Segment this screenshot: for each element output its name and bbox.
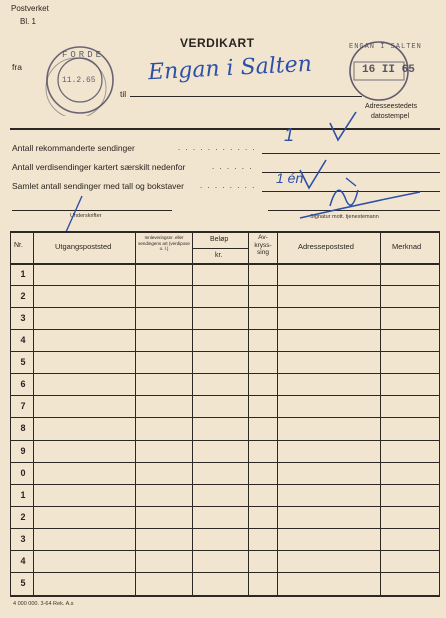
row-number: 4	[20, 555, 26, 566]
header-origin-office: Utgangspoststed	[55, 242, 112, 251]
recipient-stamp-label-2: datostempel	[371, 113, 410, 120]
to-label: til	[120, 89, 127, 99]
row-number: 3	[20, 533, 26, 544]
header-nr: Nr.	[14, 242, 23, 249]
table-row	[10, 374, 440, 396]
row-number: 7	[20, 401, 26, 412]
row-number: 5	[20, 357, 26, 368]
row-number: 1	[20, 489, 26, 500]
recommended-count-dots: . . . . . . . . . . .	[178, 143, 257, 152]
row-number: 8	[20, 423, 26, 434]
table-row	[10, 573, 440, 595]
table-row	[10, 308, 440, 330]
check-mark-1	[330, 112, 356, 140]
row-number: 2	[20, 511, 26, 522]
table-row	[10, 396, 440, 418]
sender-signature-label: Underskrifter	[70, 213, 102, 219]
header-remark: Merknad	[392, 242, 422, 251]
print-info: 4 000 000. 3-64 Rek. A.s	[13, 601, 74, 607]
table-row	[10, 463, 440, 485]
row-number: 0	[20, 467, 26, 478]
table-row	[10, 551, 440, 573]
receiver-signature-label: Signatur mott. tjenestemann	[310, 214, 379, 220]
table-row	[10, 441, 440, 463]
dest-stamp-text: ENGAN I SALTEN	[349, 43, 422, 51]
row-number: 1	[20, 269, 26, 279]
check-mark-2	[300, 160, 326, 188]
total-count-line	[262, 191, 440, 192]
row-number: 4	[20, 335, 26, 346]
header-check: Av- kryss- sing	[254, 234, 272, 256]
total-count-value: 1 én	[276, 170, 304, 186]
total-count-label: Samlet antall sendinger med tall og bokstaver	[12, 181, 184, 191]
table-row	[10, 485, 440, 507]
origin-stamp-date: 11.2.65	[62, 76, 96, 85]
table-row	[10, 330, 440, 352]
header-dest-office: Adressepoststed	[298, 242, 354, 251]
table-row	[10, 352, 440, 374]
header-amount: Beløp	[210, 236, 229, 243]
table-row	[10, 418, 440, 440]
table-row	[10, 507, 440, 529]
amount-subdivider	[193, 248, 248, 249]
recommended-count-line	[262, 153, 440, 154]
origin-stamp-text: FORDE	[62, 50, 105, 60]
header-amount-unit: kr.	[215, 252, 223, 259]
org-name: Postverket	[11, 4, 49, 13]
table-bottom-border	[10, 595, 440, 597]
sender-signature-line	[12, 210, 172, 211]
row-number: 5	[20, 577, 26, 588]
form-title: VERDIKART	[180, 36, 255, 50]
form-number: Bl. 1	[20, 17, 37, 26]
header-item-number: Innleveringsnr. eller sendingens art (verdipose o. l.)	[138, 235, 190, 251]
recommended-count-value: 1	[284, 125, 295, 145]
row-number: 9	[20, 445, 26, 456]
recommended-count-label: Antall rekommanderte sendinger	[12, 143, 135, 153]
receiver-signature-dash	[346, 178, 356, 186]
origin-postmark	[44, 44, 116, 116]
from-label: fra	[12, 62, 22, 72]
receiver-signature-line	[268, 210, 440, 211]
destination-postmark	[340, 40, 422, 102]
to-handwritten: Engan i Salten	[147, 51, 313, 86]
separate-count-dots: . . . . . .	[212, 162, 253, 171]
recipient-stamp-label-1: Adresseestedets	[365, 103, 418, 110]
table-top-border	[10, 231, 440, 233]
to-underline	[130, 96, 362, 97]
table-row	[10, 286, 440, 308]
header-divider	[10, 128, 440, 130]
row-number: 3	[20, 313, 26, 324]
total-count-dots: . . . . . . . .	[200, 181, 256, 190]
table-row	[10, 264, 440, 286]
separate-count-label: Antall verdisendinger kartert særskilt nedenfor	[12, 162, 186, 172]
dest-stamp-date: 16 II 65	[362, 64, 415, 76]
row-number: 6	[20, 379, 26, 390]
row-number: 2	[20, 291, 26, 302]
table-row	[10, 529, 440, 551]
